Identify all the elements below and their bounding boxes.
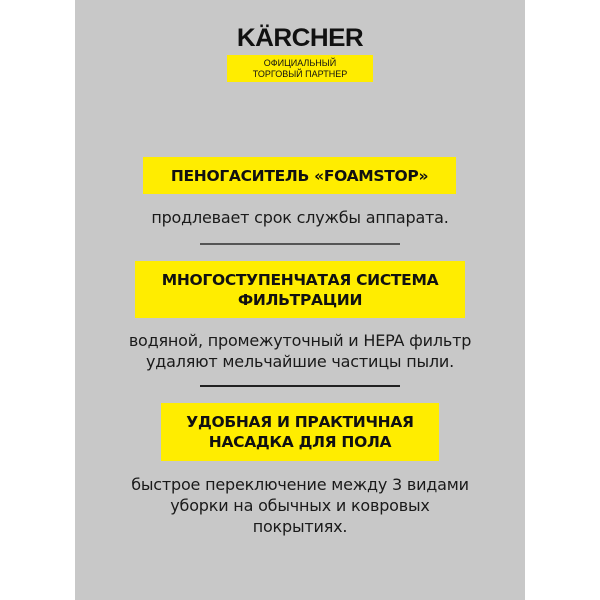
feature-title-line: МНОГОСТУПЕНЧАТАЯ СИСТЕМА [161, 270, 439, 289]
feature-description-floor-nozzle [75, 474, 525, 537]
badge-line: ОФИЦИАЛЬНЫЙ [263, 58, 337, 68]
karcher-logo: KÄRCHER [236, 24, 364, 52]
feature-title-line: УДОБНАЯ И ПРАКТИЧНАЯ [186, 413, 414, 431]
section-divider [200, 243, 400, 245]
feature-title-filtration [135, 261, 465, 318]
feature-description-line: быстрое переключение между 3 видами [131, 475, 469, 494]
feature-description-line: продлевает срок службы аппарата. [151, 208, 449, 227]
feature-description-foamstop [75, 207, 525, 228]
feature-description-line: покрытиях. [252, 517, 348, 536]
feature-title-foamstop [143, 157, 456, 194]
feature-title-line: НАСАДКА ДЛЯ ПОЛА [208, 433, 392, 451]
feature-description-filtration [75, 330, 525, 372]
official-partner-badge [227, 55, 373, 82]
feature-description-line: водяной, промежуточный и HEPA фильтр [128, 331, 472, 350]
feature-description-line: удаляют мельчайшие частицы пыли. [145, 352, 455, 371]
feature-title-floor-nozzle [161, 403, 439, 461]
feature-description-line: уборки на обычных и ковровых [170, 496, 430, 515]
feature-title-line: ПЕНОГАСИТЕЛЬ «FOAMSTOP» [170, 166, 429, 185]
feature-title-line: ФИЛЬТРАЦИИ [237, 290, 363, 309]
product-info-panel [75, 0, 525, 600]
section-divider [200, 385, 400, 387]
badge-line: ТОРГОВЫЙ ПАРТНЕР [252, 69, 348, 79]
